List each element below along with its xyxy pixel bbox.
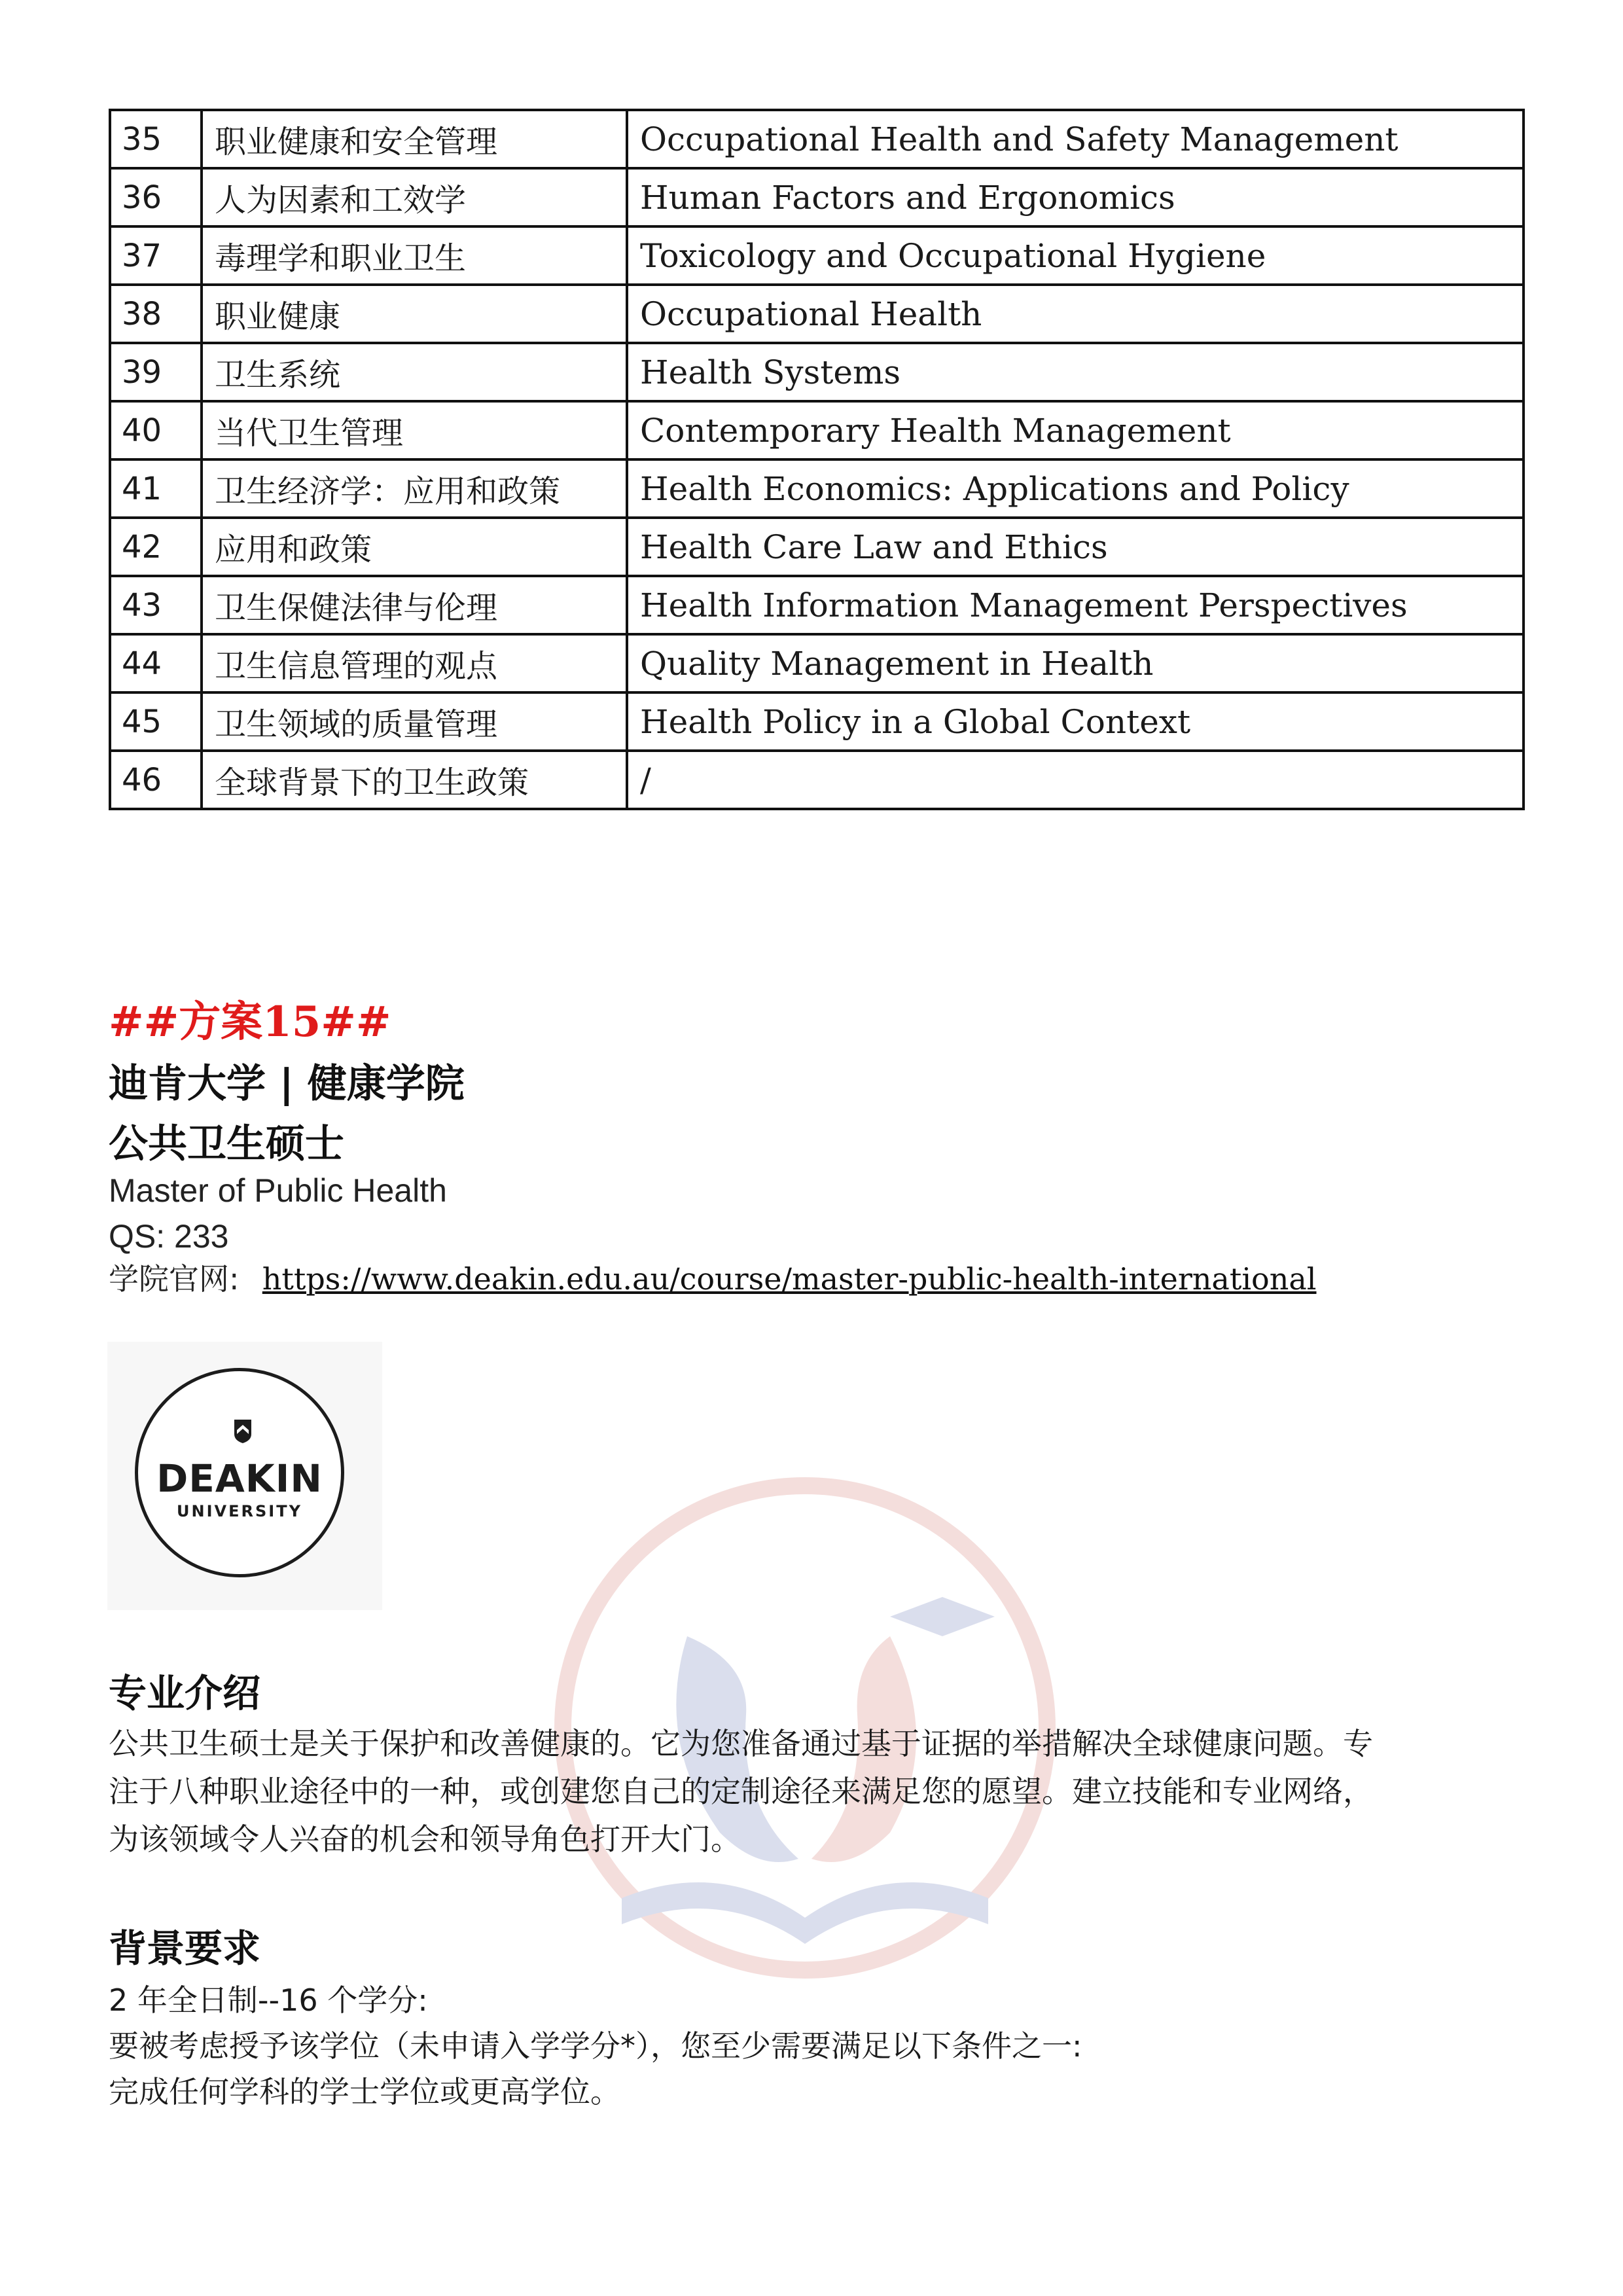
course-number: 35	[110, 110, 202, 168]
deakin-logo	[107, 1342, 382, 1610]
course-number: 41	[110, 459, 202, 518]
course-number: 40	[110, 401, 202, 459]
requirement-line: 2 年全日制--16 个学分:	[109, 1982, 428, 2018]
course-name-en: Health Policy in a Global Context	[627, 692, 1524, 751]
course-name-en: Toxicology and Occupational Hygiene	[627, 226, 1524, 285]
course-name-zh: 当代卫生管理	[202, 401, 627, 459]
logo-circle	[135, 1368, 344, 1577]
course-name-zh: 卫生保健法律与伦理	[202, 576, 627, 634]
course-name-en: Health Information Management Perspectives	[627, 576, 1524, 634]
table-row	[110, 634, 1524, 692]
course-number: 46	[110, 751, 202, 809]
course-name-zh: 职业健康	[202, 285, 627, 343]
shield-icon	[233, 1418, 253, 1444]
website-label: 学院官网:	[109, 1261, 240, 1297]
course-name-en: Health Care Law and Ethics	[627, 518, 1524, 576]
requirements-heading: 背景要求	[109, 1926, 261, 1971]
course-name-en: Health Systems	[627, 343, 1524, 401]
course-name-en: Health Economics: Applications and Policy	[627, 459, 1524, 518]
course-number: 43	[110, 576, 202, 634]
table-row	[110, 226, 1524, 285]
table-row	[110, 459, 1524, 518]
table-row	[110, 401, 1524, 459]
course-name-zh: 卫生经济学：应用和政策	[202, 459, 627, 518]
course-name-en: /	[627, 751, 1524, 809]
website-link[interactable]: https://www.deakin.edu.au/course/master-public-health-international	[262, 1261, 1317, 1297]
table-row	[110, 168, 1524, 226]
intro-heading: 专业介绍	[109, 1671, 261, 1715]
intro-paragraph	[109, 1720, 1489, 1863]
course-name-en: Human Factors and Ergonomics	[627, 168, 1524, 226]
course-name-zh: 应用和政策	[202, 518, 627, 576]
course-name-en: Occupational Health and Safety Management	[627, 110, 1524, 168]
intro-line: 公共卫生硕士是关于保护和改善健康的。它为您准备通过基于证据的举措解决全球健康问题。专	[109, 1726, 1373, 1761]
course-name-zh: 毒理学和职业卫生	[202, 226, 627, 285]
website-row	[109, 1255, 1317, 1299]
course-name-zh: 全球背景下的卫生政策	[202, 751, 627, 809]
course-number: 39	[110, 343, 202, 401]
table-row	[110, 576, 1524, 634]
university-name: 迪肯大学 | 健康学院	[109, 1061, 465, 1107]
course-number: 44	[110, 634, 202, 692]
course-number: 45	[110, 692, 202, 751]
table-row	[110, 343, 1524, 401]
course-name-en: Contemporary Health Management	[627, 401, 1524, 459]
qs-ranking: QS: 233	[109, 1218, 229, 1255]
course-name-zh: 卫生信息管理的观点	[202, 634, 627, 692]
course-number: 37	[110, 226, 202, 285]
course-number: 36	[110, 168, 202, 226]
course-name-en: Quality Management in Health	[627, 634, 1524, 692]
course-number: 42	[110, 518, 202, 576]
table-row	[110, 518, 1524, 576]
table-row	[110, 751, 1524, 809]
table-row	[110, 692, 1524, 751]
logo-text-main: DEAKIN	[156, 1456, 323, 1501]
intro-line: 注于八种职业途径中的一种，或创建您自己的定制途径来满足您的愿望。建立技能和专业网络，	[109, 1774, 1373, 1809]
course-table	[109, 109, 1525, 810]
table-row	[110, 110, 1524, 168]
course-name-zh: 卫生系统	[202, 343, 627, 401]
course-name-zh: 人为因素和工效学	[202, 168, 627, 226]
degree-title-zh: 公共卫生硕士	[109, 1121, 344, 1167]
degree-title-en: Master of Public Health	[109, 1172, 447, 1209]
logo-text-sub: UNIVERSITY	[177, 1502, 302, 1520]
requirement-line: 完成任何学科的学士学位或更高学位。	[109, 2074, 620, 2109]
plan-label: ##方案15##	[109, 997, 391, 1047]
table-row	[110, 285, 1524, 343]
course-name-zh: 职业健康和安全管理	[202, 110, 627, 168]
intro-line: 为该领域令人兴奋的机会和领导角色打开大门。	[109, 1821, 741, 1857]
course-name-zh: 卫生领域的质量管理	[202, 692, 627, 751]
course-number: 38	[110, 285, 202, 343]
requirement-line: 要被考虑授予该学位（未申请入学学分*），您至少需要满足以下条件之一:	[109, 2028, 1082, 2064]
course-name-en: Occupational Health	[627, 285, 1524, 343]
